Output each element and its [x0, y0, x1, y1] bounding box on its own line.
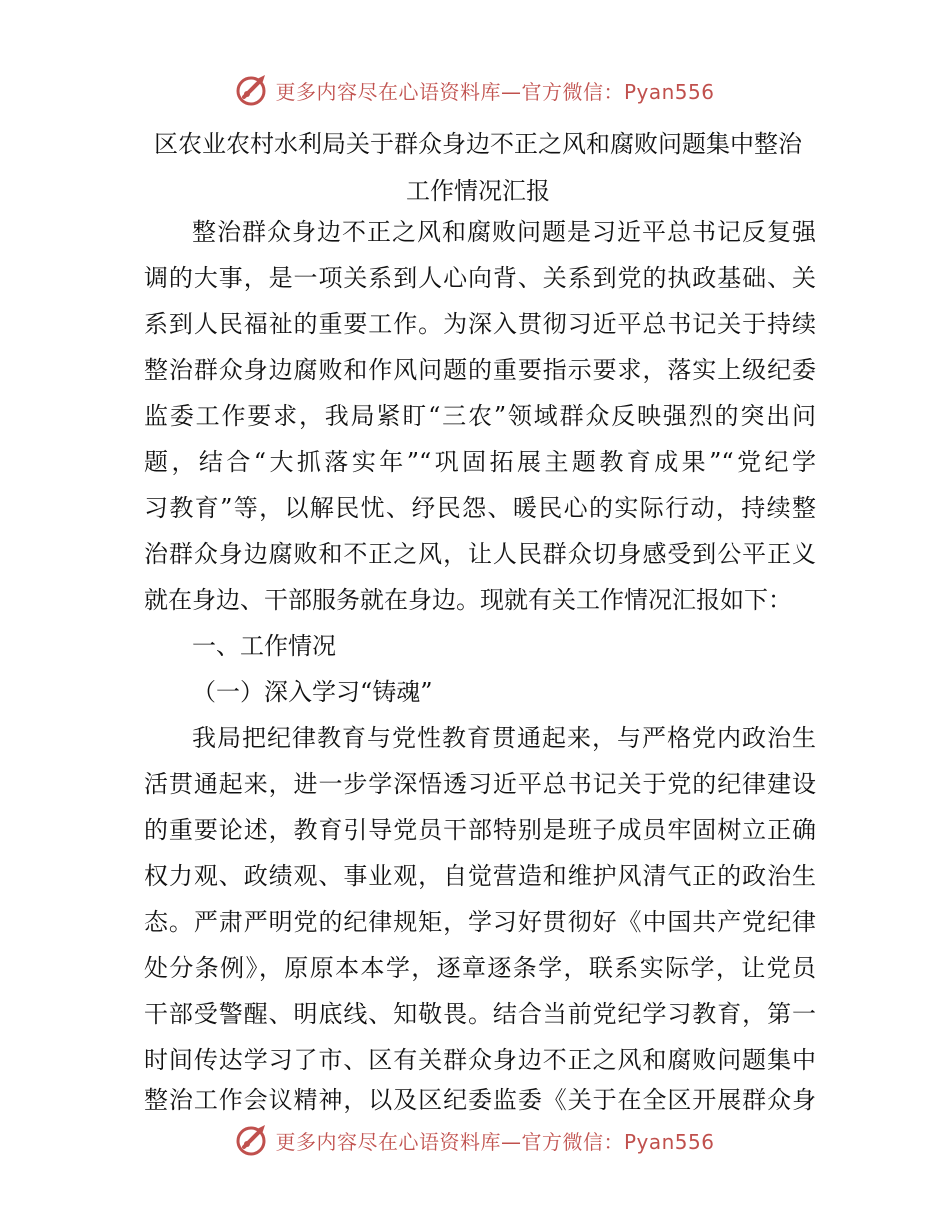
footer-watermark-banner [0, 1120, 950, 1160]
paragraph-line: 的重要论述，教育引导党员干部特别是班子成员牢固树立正确 [144, 816, 816, 844]
paragraph-line: 就在身边、干部服务就在身边。现就有关工作情况汇报如下： [144, 586, 792, 614]
paragraph-line: 时间传达学习了市、区有关群众身边不正之风和腐败问题集中 [144, 1046, 816, 1074]
paragraph-line: 态。严肃严明党的纪律规矩，学习好贯彻好《中国共产党纪律 [144, 908, 816, 936]
paragraph-line: 整治群众身边不正之风和腐败问题是习近平总书记反复强 [192, 218, 816, 246]
paragraph-line: 习教育”等，以解民忧、纾民怨、暖民心的实际行动，持续整 [144, 494, 816, 522]
section-heading: 一、工作情况 [192, 632, 336, 660]
paragraph-line: 治群众身边腐败和不正之风，让人民群众切身感受到公平正义 [144, 540, 816, 568]
paragraph-line: 干部受警醒、明底线、知敬畏。结合当前党纪学习教育，第一 [144, 1000, 816, 1028]
watermark-text: 更多内容尽在心语资料库—官方微信：Pyan556 [275, 1129, 715, 1154]
paragraph-line: 整治群众身边腐败和作风问题的重要指示要求，落实上级纪委 [144, 356, 816, 384]
header-watermark-banner [0, 70, 950, 110]
paragraph-line: 活贯通起来，进一步学深悟透习近平总书记关于党的纪律建设 [144, 770, 816, 798]
paragraph-line: 我局把纪律教育与党性教育贯通起来，与严格党内政治生 [192, 724, 816, 752]
document-title-line-2: 工作情况汇报 [406, 177, 550, 205]
paragraph-line: 处分条例》，原原本本学，逐章逐条学，联系实际学，让党员 [144, 954, 816, 982]
paragraph-line: 调的大事，是一项关系到人心向背、关系到党的执政基础、关 [144, 264, 816, 292]
subsection-heading: （一）深入学习“铸魂” [192, 678, 433, 706]
paragraph-line: 整治工作会议精神，以及区纪委监委《关于在全区开展群众身 [144, 1086, 816, 1114]
paragraph-line: 权力观、政绩观、事业观，自觉营造和维护风清气正的政治生 [144, 862, 816, 890]
brush-logo-icon [235, 73, 269, 107]
watermark-text: 更多内容尽在心语资料库—官方微信：Pyan556 [275, 79, 715, 104]
document-title-line-1: 区农业农村水利局关于群众身边不正之风和腐败问题集中整治 [154, 130, 802, 158]
brush-logo-icon [235, 1123, 269, 1157]
paragraph-line: 监委工作要求，我局紧盯“三农”领域群众反映强烈的突出问 [144, 402, 816, 430]
paragraph-line: 系到人民福祉的重要工作。为深入贯彻习近平总书记关于持续 [144, 310, 816, 338]
paragraph-line: 题，结合“大抓落实年”“巩固拓展主题教育成果”“党纪学 [144, 448, 816, 476]
